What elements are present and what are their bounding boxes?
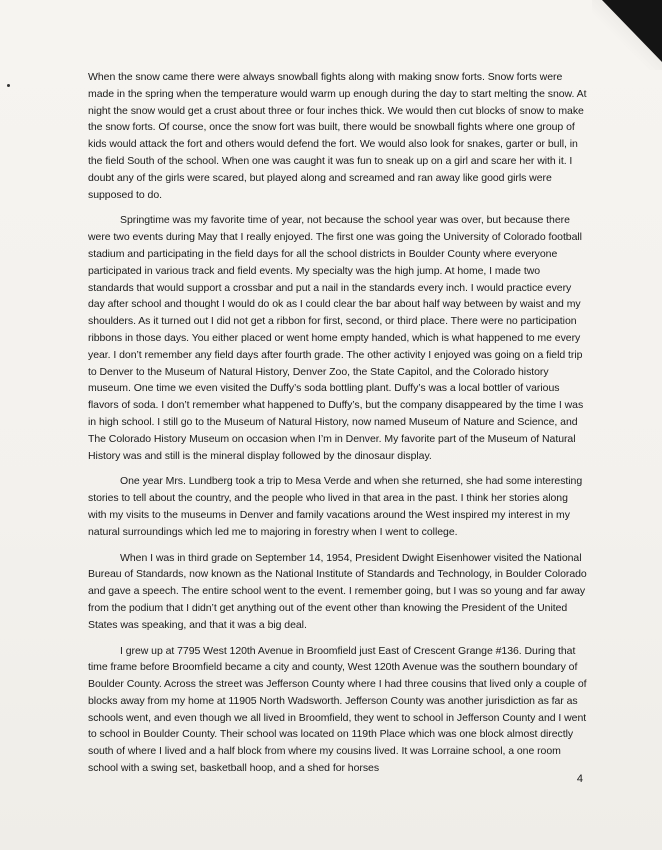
folded-corner bbox=[602, 0, 662, 62]
document-body bbox=[88, 69, 588, 786]
paragraph-broomfield: I grew up at 7795 West 120th Avenue in Broomfield just East of Crescent Grange #136. During that time frame before Broomfield became a city and county, West 120th Avenue was the southern boundary of Boulder County. Across the street was Jefferson County where I had three cousins that lived only a couple of blocks away from my home at 11905 North Wadsworth. Jefferson County was another jurisdiction as far as schools went, and even though we all lived in Broomfield, they went to school in Jefferson County and I went to school in Boulder County. Their school was located on 119th Place which was one block almost directly south of where I lived and a half block from where my cousins lived. It was Lorraine school, a one room school with a swing set, basketball hoop, and a shed for horses bbox=[88, 644, 587, 775]
margin-mark bbox=[7, 84, 10, 87]
paragraph-snow-forts: When the snow came there were always snowball fights along with making snow forts. Snow forts were made in the spring when the temperature would warm up enough during the day to start melting the snow. At night the snow would get a crust about three or four inches thick. We would then cut blocks of snow to make the snow forts. Of course, once the snow fort was built, there would be snowball fights where one group of kids would attack the fort and others would defend the fort. We would also look for snakes, garter or bull, in the field South of the school. When one was caught it was fun to sneak up on a girl and scare her with it. I doubt any of the girls were scared, but played along and screamed and ran away like good girls were supposed to do. bbox=[88, 71, 587, 201]
paragraph-mesa-verde: One year Mrs. Lundberg took a trip to Mesa Verde and when she returned, she had some interesting stories to tell about the country, and the people who lived in that area in the past. I think her stories along with my visits to the museums in Denver and family vacations around the West inspired my interest in my natural surroundings which led me to majoring in forestry when I went to college. bbox=[88, 475, 583, 538]
paragraph-springtime: Springtime was my favorite time of year, not because the school year was over, but because there were two events during May that I really enjoyed. The first one was going the University of Colorado football stadium and participating in the field days for all the school districts in Boulder County where everyone participated in various track and field events. My specialty was the high jump. At home, I made two standards that would support a crossbar and put a nail in the standards every inch. I would practice every day after school and thought I would do ok as I could clear the bar about half way between by waist and my shoulders. As it turned out I did not get a ribbon for first, second, or third place. There were no participation ribbons in those days. You either placed or went home empty handed, which is what happened to me every year. I don’t remember any field days after fourth grade. The other activity I enjoyed was going on a field trip to Denver to the Museum of Natural History, Denver Zoo, the State Capitol, and the Colorado history museum. One time we even visited the Duffy’s soda bottling plant. Duffy’s was a local bottler of various flavors of soda. I don’t remember what happened to Duffy’s, but the company disappeared by the time I was in high school. I still go to the Museum of Natural History, now named Museum of Nature and Science, and The Colorado History Museum on occasion when I’m in Denver. My favorite part of the Museum of Natural History was and still is the mineral display followed by the dinosaur display. bbox=[88, 214, 584, 462]
page-number: 4 bbox=[576, 773, 583, 785]
paragraph-eisenhower: When I was in third grade on September 14, 1954, President Dwight Eisenhower visited the National Bureau of Standards, now known as the National Institute of Standards and Technology, in Boulder Colorado and gave a speech. The entire school went to the event. I remember going, but I was so young and far away from the podium that I didn’t get anything out of the event other than knowing the President of the United States was speaking, and that it was a big deal. bbox=[88, 551, 587, 631]
